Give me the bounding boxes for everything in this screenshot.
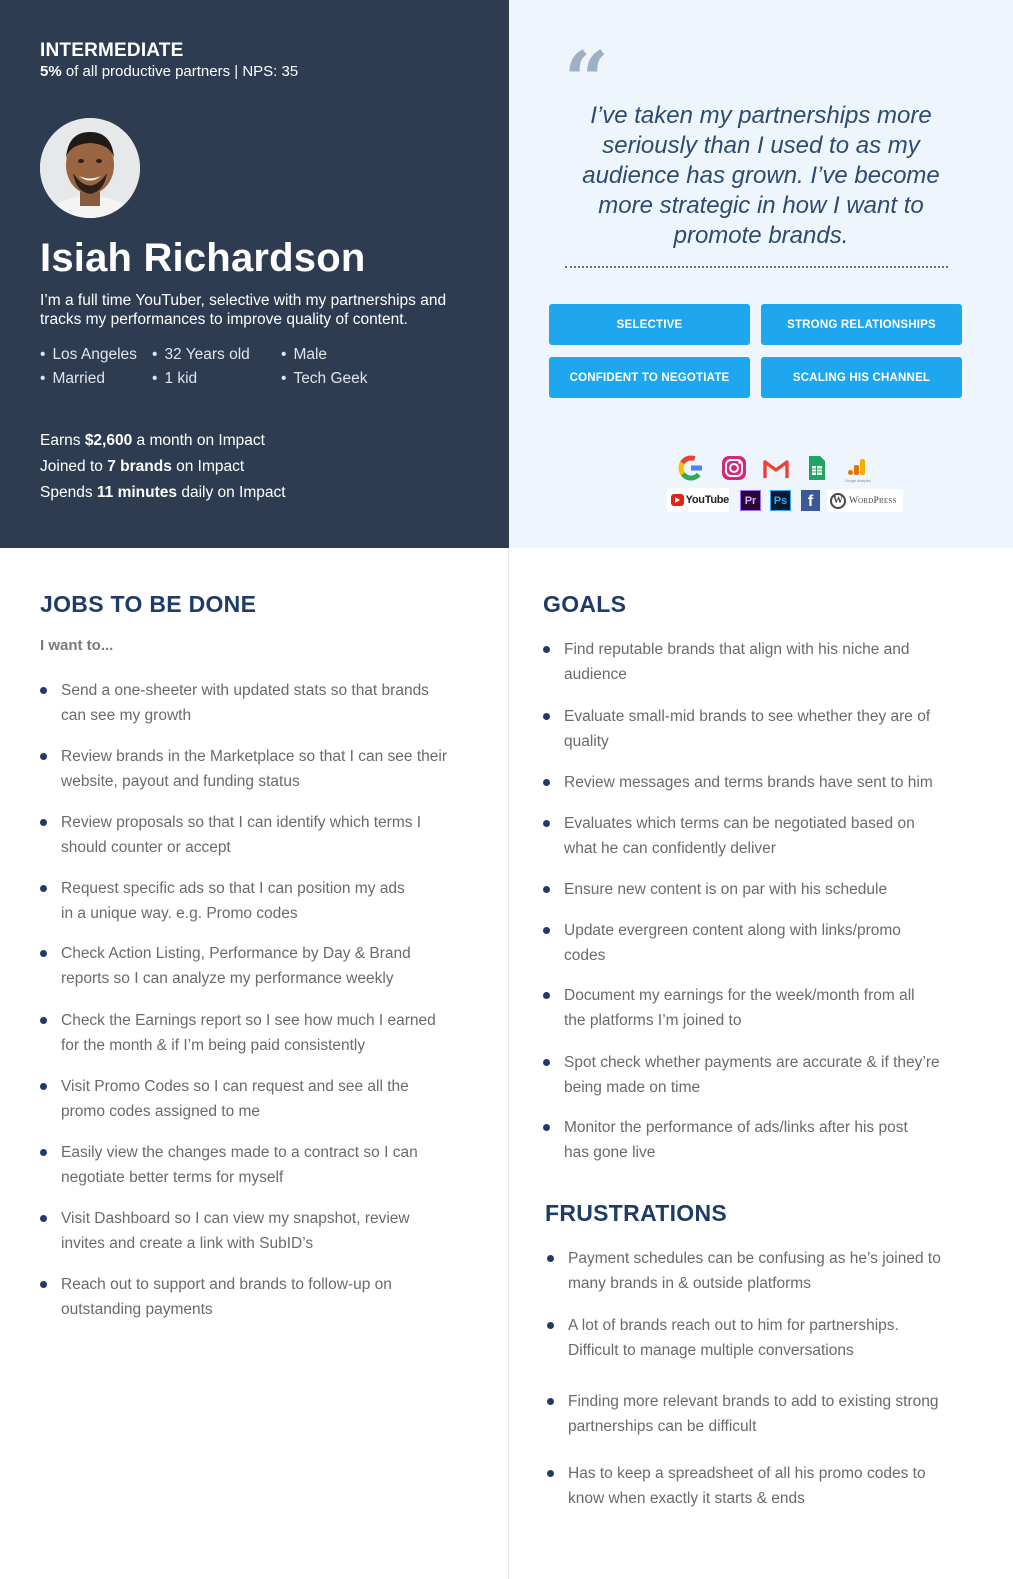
list-item: Easily view the changes made to a contract so I can negotiate better terms for myself [40, 1140, 418, 1190]
list-item: Review brands in the Marketplace so that I can see their website, payout and funding status [40, 744, 447, 794]
list-item: Payment schedules can be confusing as he’s joined to many brands in & outside platforms [547, 1246, 941, 1296]
persona-impact-stats [40, 428, 286, 506]
frustrations-title: FRUSTRATIONS [545, 1200, 728, 1226]
stat-earnings [40, 428, 286, 454]
stat-value: 7 brands [107, 458, 172, 475]
tier-description: of all productive partners | NPS: 35 [61, 63, 299, 80]
premiere-pro-icon: Pr [740, 490, 761, 511]
list-item: Check Action Listing, Performance by Day & Brand reports so I can analyze my performance weekly [40, 941, 411, 991]
list-item: Monitor the performance of ads/links after his post has gone live [543, 1115, 908, 1165]
stat-value: $2,600 [84, 432, 133, 449]
jobs-intro: I want to... [40, 637, 114, 654]
list-item: Request specific ads so that I can position my ads in a unique way. e.g. Promo codes [40, 876, 405, 926]
youtube-icon [667, 488, 729, 512]
google-icon [677, 454, 705, 482]
list-item: Has to keep a spreadsheet of all his promo codes to know when exactly it starts & ends [547, 1461, 926, 1511]
stat-value: 11 minutes [96, 484, 178, 501]
youtube-wordmark: YouTube [685, 494, 729, 506]
trait-tag: SCALING HIS CHANNEL [761, 357, 962, 398]
persona-tier: INTERMEDIATE [40, 40, 184, 61]
list-item: Check the Earnings report so I see how much I earned for the month & if I’m being paid consistently [40, 1008, 436, 1058]
stat-time [40, 480, 286, 506]
fact-location: • Los Angeles [40, 346, 137, 364]
analytics-caption: Google Analytics [844, 479, 872, 483]
jobs-title: JOBS TO BE DONE [40, 591, 257, 617]
fact-marital-status: • Married [40, 370, 105, 388]
google-analytics-icon [843, 455, 873, 485]
google-sheets-icon [807, 455, 827, 481]
list-item: Reach out to support and brands to follow-up on outstanding payments [40, 1272, 392, 1322]
youtube-play-icon [671, 494, 684, 506]
fact-interest: • Tech Geek [281, 370, 368, 388]
persona-quote: I’ve taken my partnerships more seriously than I used to as my audience has grown. I’ve become more strategic in how I want to promote brands. [582, 102, 940, 249]
list-item: Spot check whether payments are accurate & if they’re being made on time [543, 1050, 940, 1100]
quote-panel [509, 0, 1013, 548]
list-item: Review proposals so that I can identify which terms I should counter or accept [40, 810, 421, 860]
fact-gender: • Male [281, 346, 327, 364]
list-item: Update evergreen content along with links/promo codes [543, 918, 901, 968]
avatar [40, 118, 140, 218]
list-item: Review messages and terms brands have sent to him [543, 770, 933, 795]
fact-age: • 32 Years old [152, 346, 250, 364]
persona-bio: I’m a full time YouTuber, selective with my partnerships and tracks my performances to improve quality of content. [40, 292, 447, 328]
instagram-icon [721, 455, 747, 481]
persona-tier-subtitle [40, 63, 298, 80]
photoshop-icon: Ps [770, 490, 791, 511]
facebook-icon: f [801, 490, 820, 511]
quote-divider [565, 266, 948, 268]
stat-text: Earns [40, 432, 85, 449]
list-item: Ensure new content is on par with his schedule [543, 877, 887, 902]
stat-text: daily on Impact [177, 484, 286, 501]
stat-brands [40, 454, 286, 480]
tools-used [667, 452, 917, 522]
list-item: Document my earnings for the week/month from all the platforms I’m joined to [543, 983, 915, 1033]
list-item: Visit Promo Codes so I can request and see all the promo codes assigned to me [40, 1074, 409, 1124]
list-item: A lot of brands reach out to him for partnerships. Difficult to manage multiple conversations [547, 1313, 899, 1363]
list-item: Evaluates which terms can be negotiated based on what he can confidently deliver [543, 811, 915, 861]
trait-tag: SELECTIVE [549, 304, 750, 345]
trait-tag: STRONG RELATIONSHIPS [761, 304, 962, 345]
list-item: Finding more relevant brands to add to existing strong partnerships can be difficult [547, 1389, 939, 1439]
column-divider [508, 548, 509, 1579]
wordpress-wordmark: WordPress [849, 495, 897, 506]
stat-text: Joined to [40, 458, 108, 475]
tier-percent: 5% [40, 63, 62, 80]
goals-title: GOALS [543, 591, 627, 617]
list-item: Evaluate small-mid brands to see whether they are of quality [543, 704, 930, 754]
list-item: Send a one-sheeter with updated stats so that brands can see my growth [40, 678, 429, 728]
stat-text: on Impact [171, 458, 245, 475]
list-item: Find reputable brands that align with his niche and audience [543, 637, 910, 687]
avatar-portrait-image [40, 118, 140, 218]
gmail-icon [762, 458, 790, 480]
list-item: Visit Dashboard so I can view my snapshot, review invites and create a link with SubID’s [40, 1206, 410, 1256]
quote-mark-icon: “ [564, 35, 609, 126]
stat-text: Spends [40, 484, 97, 501]
fact-children: • 1 kid [152, 370, 197, 388]
trait-tag: CONFIDENT TO NEGOTIATE [549, 357, 750, 398]
stat-text: a month on Impact [132, 432, 265, 449]
persona-profile-panel [0, 0, 509, 548]
wordpress-icon: W WordPress [827, 489, 903, 512]
persona-name: Isiah Richardson [40, 236, 366, 280]
